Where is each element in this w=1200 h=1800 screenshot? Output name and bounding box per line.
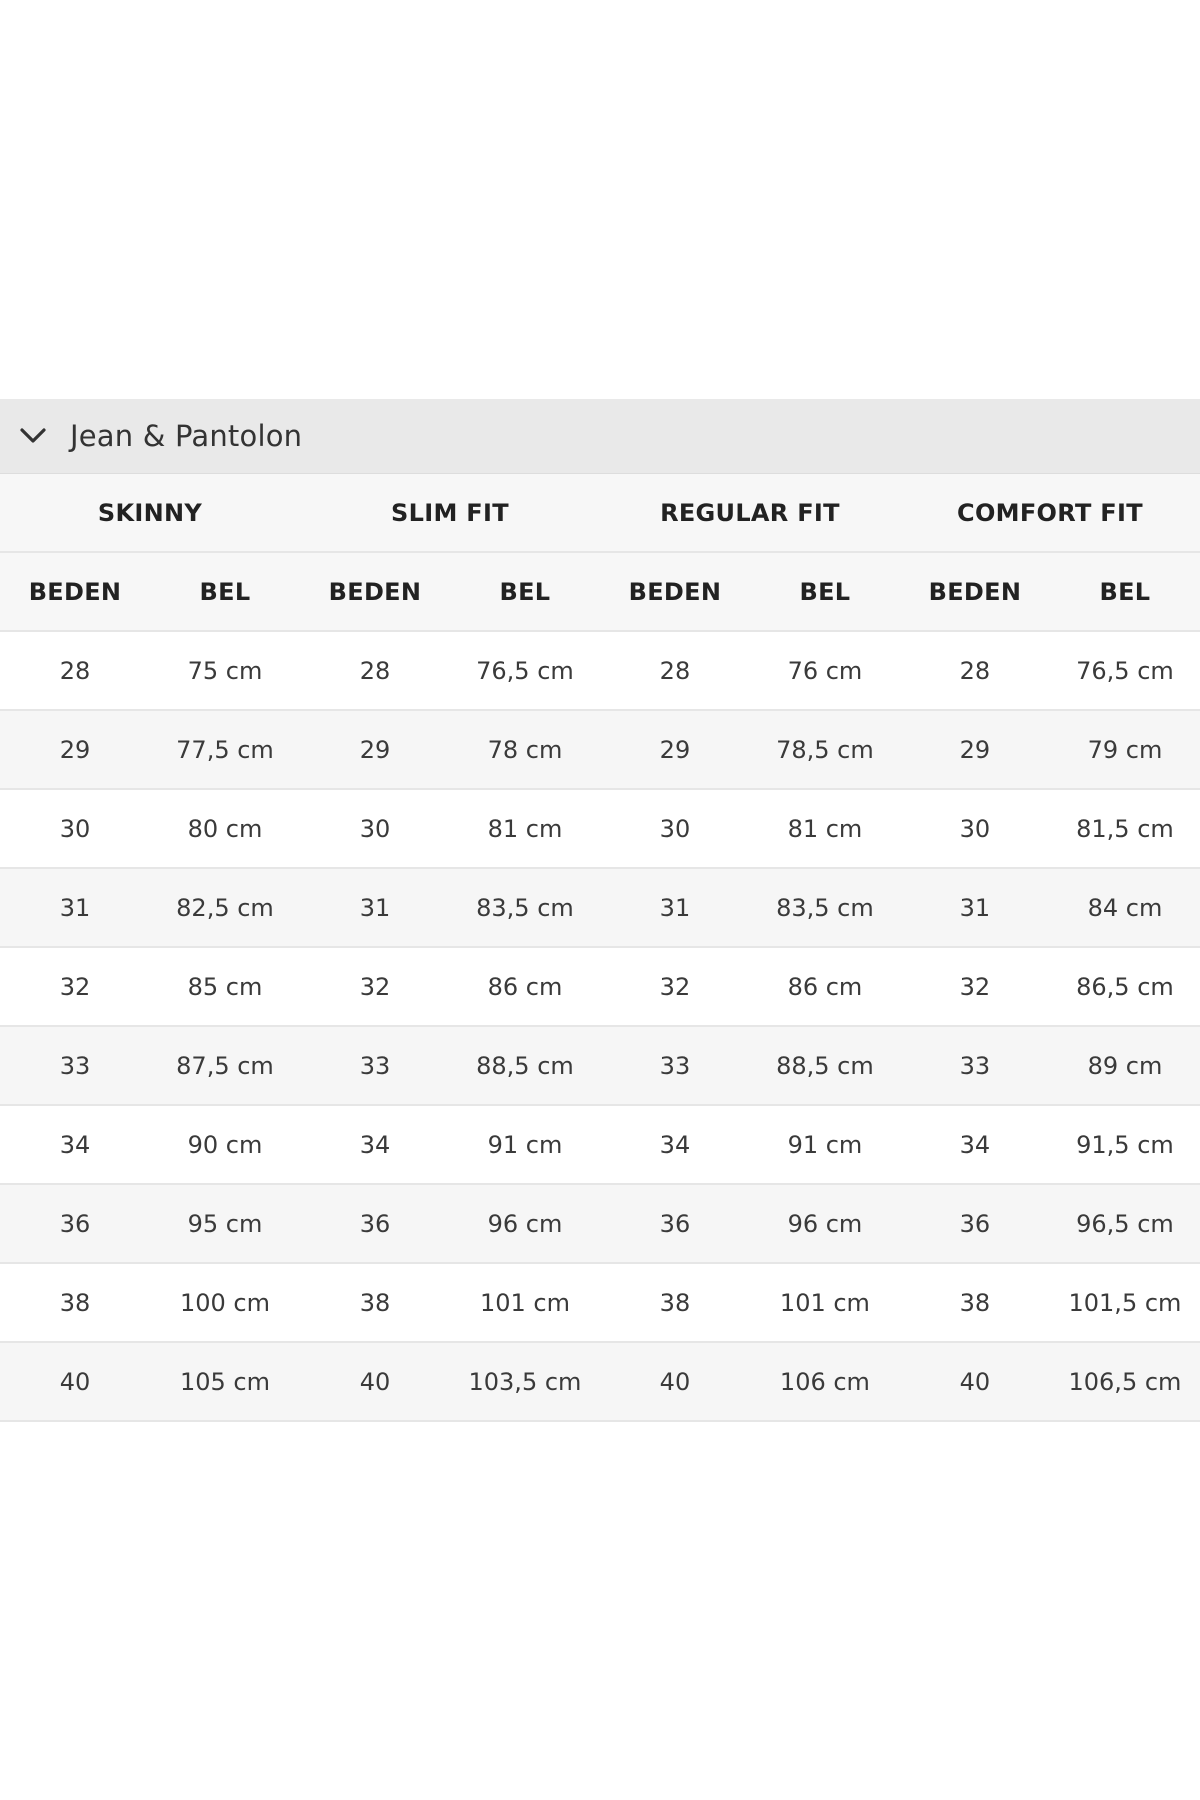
cell-beden: 32 (300, 947, 450, 1026)
table-row (0, 1105, 1200, 1184)
cell-beden: 40 (600, 1342, 750, 1421)
cell-bel: 88,5 cm (450, 1026, 600, 1105)
table-row (0, 1184, 1200, 1263)
cell-bel: 96 cm (750, 1184, 900, 1263)
cell-bel: 75 cm (150, 631, 300, 710)
cell-beden: 34 (0, 1105, 150, 1184)
cell-bel: 82,5 cm (150, 868, 300, 947)
table-row (0, 631, 1200, 710)
cell-beden: 29 (600, 710, 750, 789)
cell-bel: 85 cm (150, 947, 300, 1026)
cell-bel: 86,5 cm (1050, 947, 1200, 1026)
cell-bel: 95 cm (150, 1184, 300, 1263)
cell-bel: 81,5 cm (1050, 789, 1200, 868)
column-header-beden: BEDEN (0, 552, 150, 631)
fit-header: REGULAR FIT (600, 474, 900, 552)
cell-beden: 28 (0, 631, 150, 710)
cell-bel: 76,5 cm (1050, 631, 1200, 710)
column-header-bel: BEL (150, 552, 300, 631)
cell-beden: 36 (600, 1184, 750, 1263)
accordion-title: Jean & Pantolon (70, 419, 303, 453)
cell-beden: 30 (900, 789, 1050, 868)
size-chart-panel (0, 399, 1200, 1422)
cell-beden: 34 (900, 1105, 1050, 1184)
cell-beden: 33 (900, 1026, 1050, 1105)
cell-beden: 33 (600, 1026, 750, 1105)
cell-beden: 32 (600, 947, 750, 1026)
cell-bel: 101,5 cm (1050, 1263, 1200, 1342)
column-header-row (0, 552, 1200, 631)
cell-beden: 36 (300, 1184, 450, 1263)
cell-bel: 106 cm (750, 1342, 900, 1421)
cell-bel: 105 cm (150, 1342, 300, 1421)
table-row (0, 947, 1200, 1026)
chevron-down-icon[interactable] (20, 423, 46, 449)
cell-beden: 28 (900, 631, 1050, 710)
cell-beden: 28 (300, 631, 450, 710)
cell-bel: 79 cm (1050, 710, 1200, 789)
cell-beden: 33 (300, 1026, 450, 1105)
cell-bel: 76,5 cm (450, 631, 600, 710)
cell-bel: 83,5 cm (750, 868, 900, 947)
cell-beden: 34 (300, 1105, 450, 1184)
size-table (0, 474, 1200, 1422)
size-rows (0, 631, 1200, 1421)
cell-bel: 86 cm (750, 947, 900, 1026)
cell-beden: 38 (300, 1263, 450, 1342)
table-row (0, 1263, 1200, 1342)
cell-bel: 96,5 cm (1050, 1184, 1200, 1263)
cell-beden: 40 (900, 1342, 1050, 1421)
fit-header: COMFORT FIT (900, 474, 1200, 552)
accordion-header-jean-pantolon[interactable] (0, 399, 1200, 474)
cell-bel: 103,5 cm (450, 1342, 600, 1421)
cell-beden: 33 (0, 1026, 150, 1105)
cell-beden: 40 (0, 1342, 150, 1421)
cell-bel: 101 cm (750, 1263, 900, 1342)
column-header-bel: BEL (450, 552, 600, 631)
cell-beden: 34 (600, 1105, 750, 1184)
column-header-bel: BEL (1050, 552, 1200, 631)
cell-bel: 101 cm (450, 1263, 600, 1342)
fit-header: SLIM FIT (300, 474, 600, 552)
cell-bel: 81 cm (450, 789, 600, 868)
table-row (0, 868, 1200, 947)
column-header-beden: BEDEN (300, 552, 450, 631)
cell-bel: 106,5 cm (1050, 1342, 1200, 1421)
cell-beden: 31 (0, 868, 150, 947)
cell-beden: 38 (0, 1263, 150, 1342)
cell-beden: 29 (0, 710, 150, 789)
fit-header-row (0, 474, 1200, 552)
cell-bel: 91 cm (450, 1105, 600, 1184)
cell-beden: 29 (900, 710, 1050, 789)
cell-bel: 78,5 cm (750, 710, 900, 789)
cell-beden: 38 (600, 1263, 750, 1342)
cell-beden: 38 (900, 1263, 1050, 1342)
table-row (0, 789, 1200, 868)
cell-bel: 86 cm (450, 947, 600, 1026)
cell-bel: 84 cm (1050, 868, 1200, 947)
column-header-bel: BEL (750, 552, 900, 631)
cell-beden: 31 (300, 868, 450, 947)
table-row (0, 1342, 1200, 1421)
cell-bel: 87,5 cm (150, 1026, 300, 1105)
cell-bel: 91,5 cm (1050, 1105, 1200, 1184)
table-row (0, 1026, 1200, 1105)
cell-bel: 89 cm (1050, 1026, 1200, 1105)
cell-bel: 77,5 cm (150, 710, 300, 789)
cell-beden: 36 (900, 1184, 1050, 1263)
column-header-beden: BEDEN (600, 552, 750, 631)
cell-beden: 40 (300, 1342, 450, 1421)
cell-bel: 100 cm (150, 1263, 300, 1342)
fit-header: SKINNY (0, 474, 300, 552)
cell-bel: 91 cm (750, 1105, 900, 1184)
cell-bel: 88,5 cm (750, 1026, 900, 1105)
cell-beden: 31 (900, 868, 1050, 947)
cell-beden: 28 (600, 631, 750, 710)
cell-bel: 83,5 cm (450, 868, 600, 947)
cell-beden: 32 (900, 947, 1050, 1026)
cell-bel: 76 cm (750, 631, 900, 710)
cell-bel: 90 cm (150, 1105, 300, 1184)
cell-bel: 78 cm (450, 710, 600, 789)
cell-beden: 30 (600, 789, 750, 868)
cell-bel: 81 cm (750, 789, 900, 868)
cell-beden: 29 (300, 710, 450, 789)
cell-beden: 31 (600, 868, 750, 947)
cell-beden: 32 (0, 947, 150, 1026)
cell-beden: 30 (300, 789, 450, 868)
column-header-beden: BEDEN (900, 552, 1050, 631)
cell-bel: 80 cm (150, 789, 300, 868)
table-row (0, 710, 1200, 789)
cell-bel: 96 cm (450, 1184, 600, 1263)
cell-beden: 30 (0, 789, 150, 868)
cell-beden: 36 (0, 1184, 150, 1263)
